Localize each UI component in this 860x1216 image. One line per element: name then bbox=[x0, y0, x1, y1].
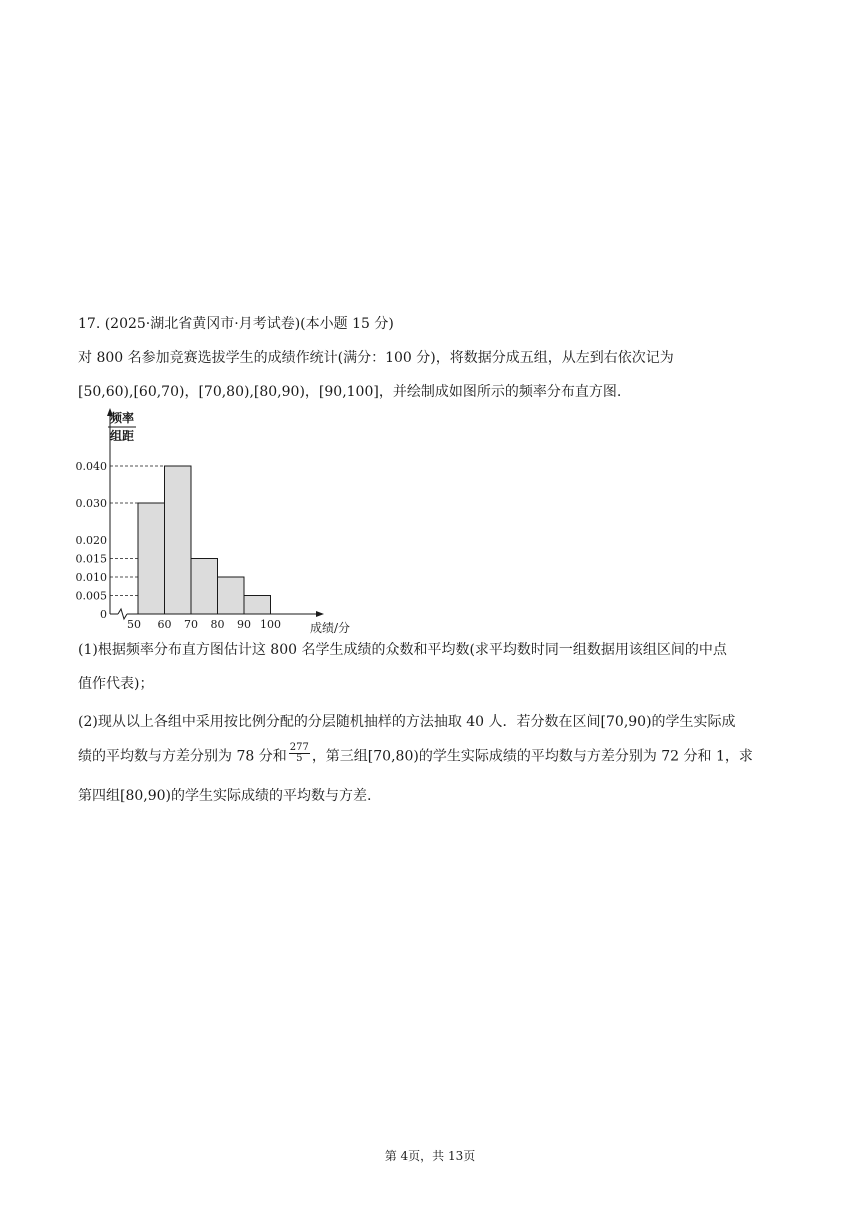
y-tick-label: 0.020 bbox=[75, 534, 107, 547]
chart-y-ticks bbox=[76, 460, 108, 621]
y-tick-label: 0.040 bbox=[75, 460, 107, 473]
x-tick-label: 70 bbox=[184, 618, 198, 631]
page-footer: 第 4页，共 13页 bbox=[384, 1149, 476, 1163]
histogram-bar bbox=[244, 596, 271, 615]
part2-text-line1: (2)现从以上各组中采用按比例分配的分层随机抽样的方法抽取 40 人．若分数在区间[70,90)的学生实际成 bbox=[78, 714, 736, 730]
histogram-bar bbox=[138, 503, 165, 614]
part1-text-line1: (1)根据频率分布直方图估计这 800 名学生成绩的众数和平均数(求平均数时同一组数据用该组区间的中点 bbox=[78, 642, 727, 658]
chart-x-ticks bbox=[127, 618, 281, 631]
y-tick-label: 0 bbox=[100, 608, 107, 621]
question-header: 17. (2025·湖北省黄冈市·月考试卷)(本小题 15 分) bbox=[78, 316, 394, 332]
part2-text-line3: 第四组[80,90)的学生实际成绩的平均数与方差. bbox=[78, 788, 372, 804]
fraction-numerator: 277 bbox=[289, 742, 309, 753]
histogram-bar bbox=[191, 559, 218, 615]
x-tick-label: 80 bbox=[210, 618, 225, 631]
x-axis-break bbox=[118, 609, 127, 619]
fraction-denominator: 5 bbox=[296, 753, 303, 764]
question-text-line1: 对 800 名参加竞赛选拔学生的成绩作统计(满分：100 分)，将数据分成五组，从左到右依次记为 bbox=[78, 350, 674, 366]
x-tick-label: 50 bbox=[127, 618, 141, 631]
part2-text-line2-after: ，第三组[70,80)的学生实际成绩的平均数与方差分别为 72 分和 1，求 bbox=[311, 748, 753, 765]
part2-text-line2 bbox=[78, 742, 753, 767]
question-text-line2: [50,60),[60,70)，[70,80),[80,90)，[90,100]，并绘制成如图所示的频率分布直方图. bbox=[78, 384, 622, 400]
frequency-histogram bbox=[70, 404, 370, 634]
y-axis-label-top: 频率 bbox=[110, 411, 135, 425]
part1-text-line2: 值作代表)； bbox=[78, 676, 154, 692]
x-axis-arrow bbox=[316, 611, 324, 617]
x-tick-label: 100 bbox=[260, 618, 281, 631]
x-tick-label: 90 bbox=[237, 618, 251, 631]
y-tick-label: 0.030 bbox=[75, 497, 107, 510]
fraction-277-over-5 bbox=[289, 743, 310, 764]
histogram-bar bbox=[218, 577, 245, 614]
chart-bars bbox=[138, 466, 271, 614]
y-tick-label: 0.015 bbox=[75, 552, 107, 566]
x-tick-label: 60 bbox=[157, 618, 172, 631]
y-axis-label-bottom: 组距 bbox=[110, 429, 135, 443]
x-axis-label: 成绩/分 bbox=[310, 621, 351, 634]
y-tick-label: 0.010 bbox=[75, 571, 107, 584]
part2-text-line2-before: 绩的平均数与方差分别为 78 分和 bbox=[78, 748, 287, 765]
histogram-bar bbox=[165, 466, 192, 614]
y-tick-label: 0.005 bbox=[75, 589, 107, 603]
